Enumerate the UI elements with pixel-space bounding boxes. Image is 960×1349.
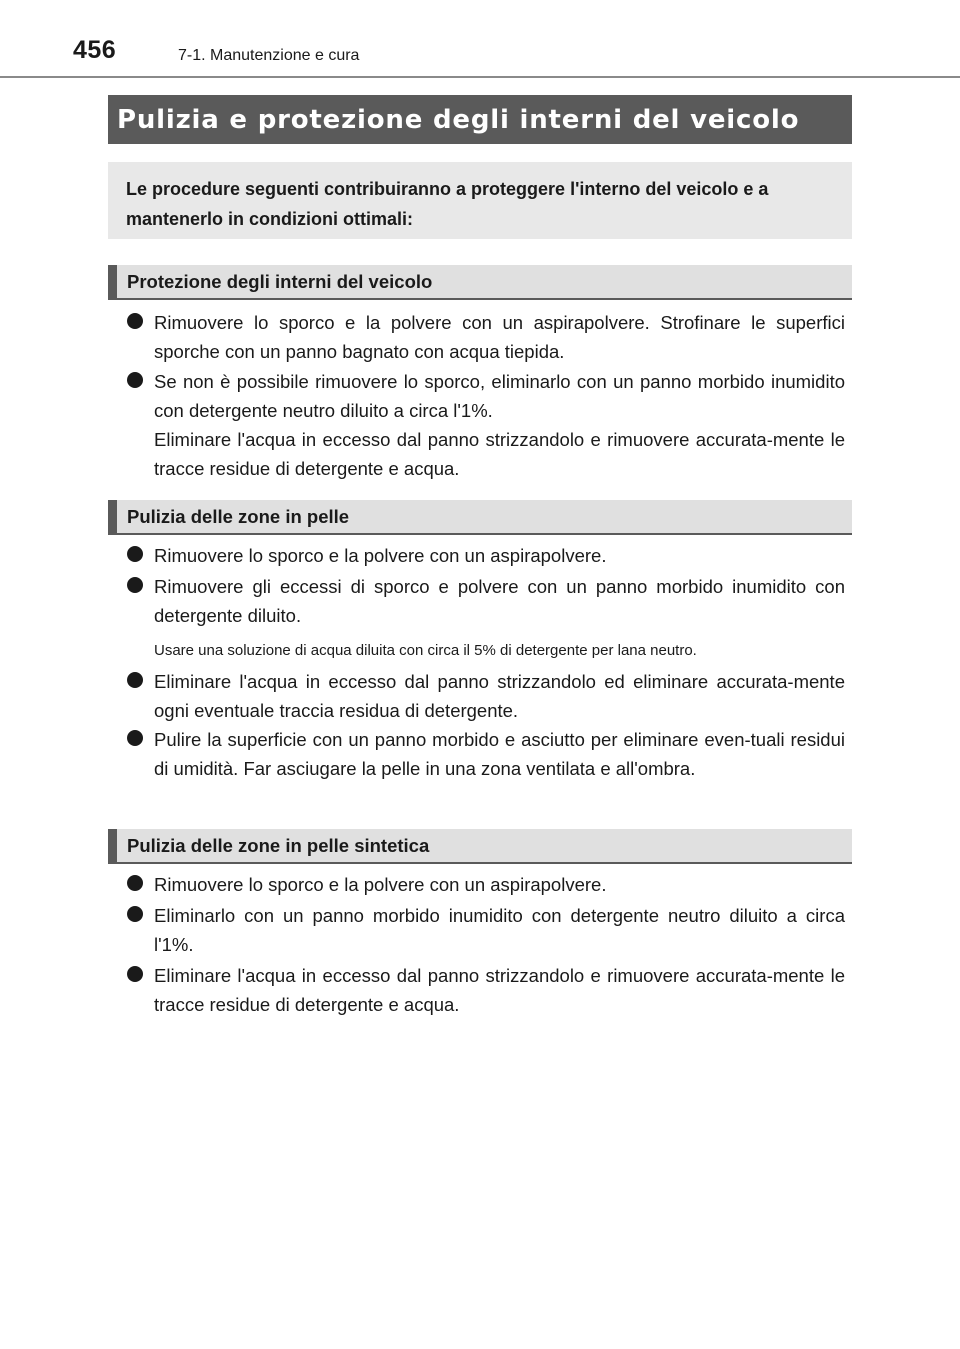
list-item — [127, 367, 845, 483]
list-item-continuation: Eliminare l'acqua in eccesso dal panno strizzandolo e rimuovere accurata-mente le tracce residue di detergente e acqua. — [154, 429, 845, 479]
section-heading-label: Pulizia delle zone in pelle — [127, 505, 350, 527]
section-heading-label: Protezione degli interni del veicolo — [127, 270, 433, 292]
list-item — [127, 572, 845, 630]
list-item-text: Pulire la superficie con un panno morbido e asciutto per eliminare even-tuali residui di umidità. Far asciugare la pelle in una zona ventilata e all'ombra. — [154, 729, 845, 779]
page-title: Pulizia e protezione degli interni del veicolo — [117, 104, 800, 135]
intro-box — [108, 162, 852, 239]
list-item-text: Rimuovere gli eccessi di sporco e polvere con un panno morbido inumidito con detergente diluito. — [154, 576, 845, 626]
list-item-text: Eliminare l'acqua in eccesso dal panno strizzandolo ed eliminare accurata-mente ogni eventuale traccia residua di detergente. — [154, 671, 845, 721]
section-heading-leather — [108, 500, 852, 535]
list-item — [127, 901, 845, 959]
list-item — [127, 870, 845, 899]
list-item — [127, 961, 845, 1019]
bullet-icon — [127, 730, 143, 746]
bullet-icon — [127, 546, 143, 562]
section-heading-interior-protection — [108, 265, 852, 300]
bullet-icon — [127, 313, 143, 329]
bullet-icon — [127, 577, 143, 593]
bullet-icon — [127, 372, 143, 388]
list-item-text: Rimuovere lo sporco e la polvere con un aspirapolvere. Strofinare le superfici sporche con un panno bagnato con acqua tiepida. — [154, 312, 845, 362]
header-divider — [0, 76, 960, 78]
list-item-text: Se non è possibile rimuovere lo sporco, eliminarlo con un panno morbido inumidito con detergente neutro diluito a circa l'1%. — [154, 371, 845, 421]
section-label: 7-1. Manutenzione e cura — [178, 47, 360, 64]
list-item — [127, 308, 845, 366]
page-number: 456 — [73, 36, 117, 64]
page-title-bar — [108, 95, 852, 144]
intro-text: Le procedure seguenti contribuiranno a proteggere l'interno del veicolo e a mantenerlo in condizioni ottimali: — [126, 179, 769, 229]
section-heading-label: Pulizia delle zone in pelle sintetica — [127, 834, 430, 856]
bullet-icon — [127, 906, 143, 922]
section-heading-synthetic-leather — [108, 829, 852, 864]
list-item-text: Rimuovere lo sporco e la polvere con un aspirapolvere. — [154, 874, 607, 895]
bullet-icon — [127, 672, 143, 688]
bullet-icon — [127, 966, 143, 982]
list-item-text: Eliminare l'acqua in eccesso dal panno strizzandolo e rimuovere accurata-mente le tracce residue di detergente e acqua. — [154, 965, 845, 1015]
list-item — [127, 541, 845, 570]
note-text: Usare una soluzione di acqua diluita con circa il 5% di detergente per lana neutro. — [154, 642, 697, 659]
list-item-text: Eliminarlo con un panno morbido inumidito con detergente neutro diluito a circa l'1%. — [154, 905, 845, 955]
list-item-text: Rimuovere lo sporco e la polvere con un aspirapolvere. — [154, 545, 607, 566]
bullet-icon — [127, 875, 143, 891]
list-item — [127, 725, 845, 783]
list-item — [127, 667, 845, 725]
page-header — [0, 0, 960, 80]
